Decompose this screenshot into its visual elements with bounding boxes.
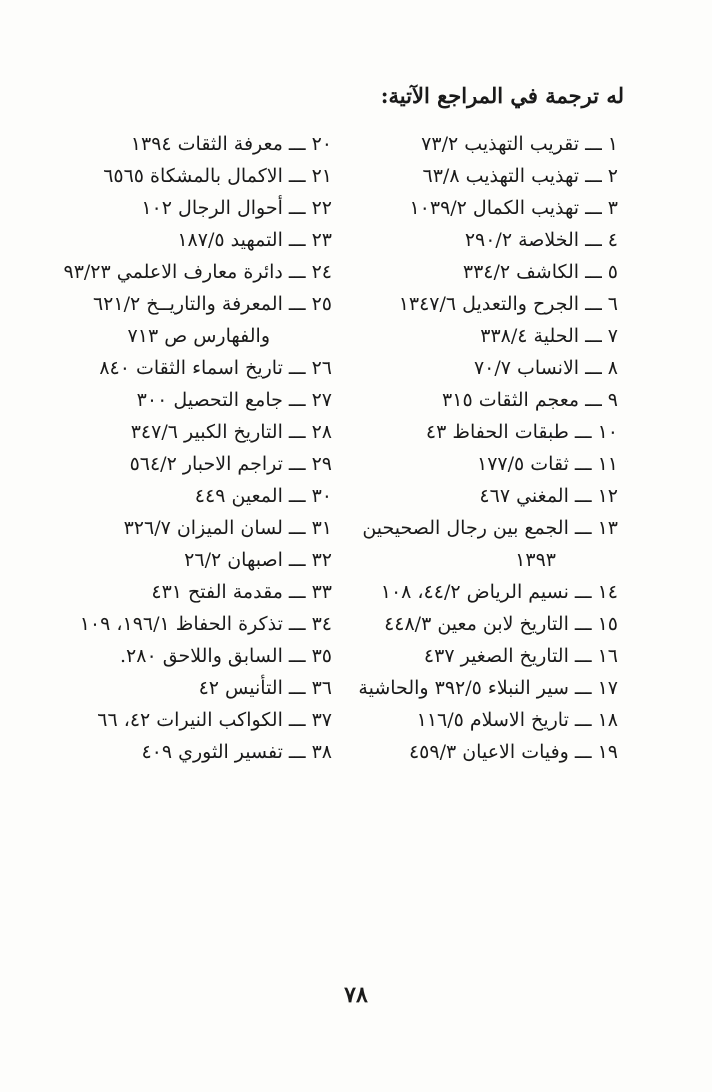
reference-entry	[42, 576, 332, 608]
entry-number: ٣٥	[311, 645, 332, 667]
entry-text: معجم الثقات ٣١٥	[442, 389, 580, 411]
entry-text: اصبهان ٢٦/٢	[184, 549, 283, 571]
entry-number: ٣٢	[311, 549, 332, 571]
entry-text: سير النبلاء ٣٩٢/٥ والحاشية	[358, 677, 569, 699]
entry-number: ١٤	[597, 581, 618, 603]
entry-number: ٢٠	[311, 133, 332, 155]
entry-text: مقدمة الفتح ٤٣١	[151, 581, 283, 603]
entry-number: ٢٨	[311, 421, 332, 443]
entry-dash: ـــ	[288, 165, 306, 187]
page-number: ٧٨	[344, 982, 368, 1008]
entry-number: ٩	[607, 389, 618, 411]
reference-entry	[42, 352, 332, 384]
entry-text: الاكمال بالمشكاة ٦٥٦٥	[103, 165, 283, 187]
entry-text: تراجم الاحبار ٥٦٤/٢	[129, 453, 283, 475]
entry-dash: ـــ	[288, 229, 306, 251]
entry-text: طبقات الحفاظ ٤٣	[425, 421, 569, 443]
entry-dash: ـــ	[288, 677, 306, 699]
reference-entry	[348, 608, 618, 640]
entry-dash: ـــ	[574, 709, 592, 731]
reference-entry	[348, 128, 618, 160]
page-heading: له ترجمة في المراجع الآتية:	[380, 83, 624, 108]
reference-entry	[42, 256, 332, 288]
entry-number: ٢٣	[311, 229, 332, 251]
entry-dash: ـــ	[574, 581, 592, 603]
reference-entry	[42, 224, 332, 256]
entry-text: الجمع بين رجال الصحيحين	[362, 517, 569, 539]
entry-number: ٣٦	[311, 677, 332, 699]
reference-entry	[348, 640, 618, 672]
reference-entry	[348, 512, 618, 544]
entry-number: ٢٥	[311, 293, 332, 315]
entry-text: الجرح والتعديل ١٣٤٧/٦	[398, 293, 580, 315]
entry-number: ١٣	[597, 517, 618, 539]
reference-entry	[42, 608, 332, 640]
reference-entry-continuation	[42, 320, 332, 352]
entry-number: ١٢	[597, 485, 618, 507]
entry-number: ١٨	[597, 709, 618, 731]
entry-text: التأنيس ٤٢	[198, 677, 283, 699]
entry-number: ١	[607, 133, 618, 155]
entry-dash: ـــ	[288, 613, 306, 635]
reference-entry	[348, 416, 618, 448]
entry-dash: ـــ	[288, 293, 306, 315]
entry-text: وفيات الاعيان ٤٥٩/٣	[408, 741, 569, 763]
entry-dash: ـــ	[585, 389, 602, 411]
reference-entry	[42, 448, 332, 480]
entry-dash: ـــ	[585, 165, 602, 187]
reference-entry	[42, 128, 332, 160]
references-column-left	[42, 128, 332, 768]
entry-number: ٢١	[311, 165, 332, 187]
entry-dash: ـــ	[585, 357, 602, 379]
entry-number: ٣١	[311, 517, 332, 539]
entry-number: ١٩	[597, 741, 618, 763]
entry-text: الكاشف ٣٣٤/٢	[462, 261, 580, 283]
entry-text: ١٣٩٣	[515, 549, 556, 571]
reference-entry	[348, 448, 618, 480]
entry-text: الخلاصة ٢٩٠/٢	[464, 229, 580, 251]
entry-dash: ـــ	[288, 741, 306, 763]
entry-dash: ـــ	[585, 229, 602, 251]
entry-text: جامع التحصيل ٣٠٠	[136, 389, 283, 411]
reference-entry	[42, 480, 332, 512]
reference-entry	[42, 640, 332, 672]
entry-text: الحلية ٣٣٨/٤	[480, 325, 580, 347]
entry-dash: ـــ	[288, 549, 306, 571]
entry-text: السابق واللاحق ٢٨٠.	[120, 645, 283, 667]
entry-dash: ـــ	[288, 709, 306, 731]
entry-number: ١٥	[597, 613, 618, 635]
entry-number: ١٧	[597, 677, 618, 699]
reference-entry	[348, 352, 618, 384]
entry-dash: ـــ	[574, 517, 592, 539]
entry-number: ٦	[607, 293, 618, 315]
entry-dash: ـــ	[574, 645, 592, 667]
entry-number: ٢٩	[311, 453, 332, 475]
entry-text: ثقات ١٧٧/٥	[477, 453, 569, 475]
entry-number: ١٦	[597, 645, 618, 667]
entry-number: ١٠	[597, 421, 618, 443]
entry-dash: ـــ	[585, 261, 602, 283]
entry-dash: ـــ	[585, 133, 602, 155]
entry-text: تفسير الثوري ٤٠٩	[141, 741, 283, 763]
entry-number: ١١	[597, 453, 618, 475]
reference-entry	[42, 736, 332, 768]
entry-dash: ـــ	[288, 645, 306, 667]
reference-entry	[42, 416, 332, 448]
entry-dash: ـــ	[574, 613, 592, 635]
entry-dash: ـــ	[574, 453, 592, 475]
entry-number: ٣٠	[311, 485, 332, 507]
entry-dash: ـــ	[585, 325, 602, 347]
reference-entry	[42, 192, 332, 224]
entry-number: ٨	[607, 357, 618, 379]
entry-text: تذكرة الحفاظ ١٩٦/١، ١٠٩	[79, 613, 283, 635]
reference-entry	[42, 544, 332, 576]
entry-number: ٢٢	[311, 197, 332, 219]
entry-dash: ـــ	[288, 357, 306, 379]
entry-number: ٢٤	[311, 261, 332, 283]
entry-number: ٥	[607, 261, 618, 283]
entry-dash: ـــ	[288, 517, 306, 539]
reference-entry	[42, 384, 332, 416]
entry-text: والفهارس ص ٧١٣	[127, 325, 270, 347]
reference-entry	[348, 256, 618, 288]
reference-entry	[348, 288, 618, 320]
entry-text: دائرة معارف الاعلمي ٩٣/٢٣	[63, 261, 283, 283]
entry-text: الكواكب النيرات ٤٢، ٦٦	[97, 709, 283, 731]
entry-text: أحوال الرجال ١٠٢	[141, 197, 283, 219]
entry-dash: ـــ	[288, 485, 306, 507]
entry-number: ٣٤	[311, 613, 332, 635]
reference-entry	[348, 224, 618, 256]
entry-dash: ـــ	[574, 421, 592, 443]
entry-dash: ـــ	[288, 389, 306, 411]
entry-dash: ـــ	[574, 677, 592, 699]
entry-number: ٢	[607, 165, 618, 187]
entry-dash: ـــ	[574, 741, 592, 763]
reference-entry	[348, 160, 618, 192]
entry-dash: ـــ	[288, 261, 306, 283]
entry-text: تهذيب التهذيب ٦٣/٨	[422, 165, 580, 187]
entry-dash: ـــ	[288, 421, 306, 443]
entry-dash: ـــ	[585, 293, 602, 315]
reference-entry	[348, 704, 618, 736]
entry-dash: ـــ	[288, 197, 306, 219]
entry-text: التاريخ لابن معين ٤٤٨/٣	[384, 613, 569, 635]
entry-dash: ـــ	[288, 453, 306, 475]
entry-text: تقريب التهذيب ٧٣/٢	[421, 133, 580, 155]
entry-number: ٣	[607, 197, 618, 219]
entry-dash: ـــ	[585, 197, 602, 219]
reference-entry	[42, 160, 332, 192]
references-column-right	[348, 128, 618, 768]
entry-number: ٧	[607, 325, 618, 347]
entry-number: ٣٣	[311, 581, 332, 603]
entry-dash: ـــ	[288, 581, 306, 603]
entry-number: ٣٧	[311, 709, 332, 731]
entry-text: لسان الميزان ٣٢٦/٧	[123, 517, 283, 539]
entry-text: التمهيد ١٨٧/٥	[177, 229, 283, 251]
reference-entry	[42, 672, 332, 704]
entry-text: المعين ٤٤٩	[194, 485, 283, 507]
reference-entry	[348, 480, 618, 512]
entry-number: ٣٨	[311, 741, 332, 763]
entry-text: تاريخ الاسلام ١١٦/٥	[416, 709, 569, 731]
reference-entry	[42, 704, 332, 736]
entry-text: تاريخ اسماء الثقات ٨٤٠	[99, 357, 283, 379]
reference-entry	[42, 512, 332, 544]
reference-entry	[348, 736, 618, 768]
entry-dash: ـــ	[288, 133, 306, 155]
entry-text: تهذيب الكمال ١٠٣٩/٢	[409, 197, 580, 219]
reference-entry	[348, 192, 618, 224]
entry-number: ٢٧	[311, 389, 332, 411]
entry-text: معرفة الثقات ١٣٩٤	[130, 133, 283, 155]
reference-entry	[348, 576, 618, 608]
entry-text: الانساب ٧٠/٧	[473, 357, 580, 379]
entry-text: المعرفة والتاريــخ ٦٢١/٢	[92, 293, 283, 315]
entry-text: التاريخ الكبير ٣٤٧/٦	[130, 421, 283, 443]
reference-entry	[348, 384, 618, 416]
reference-entry-continuation	[348, 544, 618, 576]
entry-text: التاريخ الصغير ٤٣٧	[423, 645, 569, 667]
entry-dash: ـــ	[574, 485, 592, 507]
reference-entry	[348, 672, 618, 704]
reference-entry	[348, 320, 618, 352]
reference-entry	[42, 288, 332, 320]
entry-number: ٢٦	[311, 357, 332, 379]
entry-text: نسيم الرياض ٤٤/٢، ١٠٨	[380, 581, 569, 603]
entry-number: ٤	[607, 229, 618, 251]
entry-text: المغني ٤٦٧	[479, 485, 569, 507]
